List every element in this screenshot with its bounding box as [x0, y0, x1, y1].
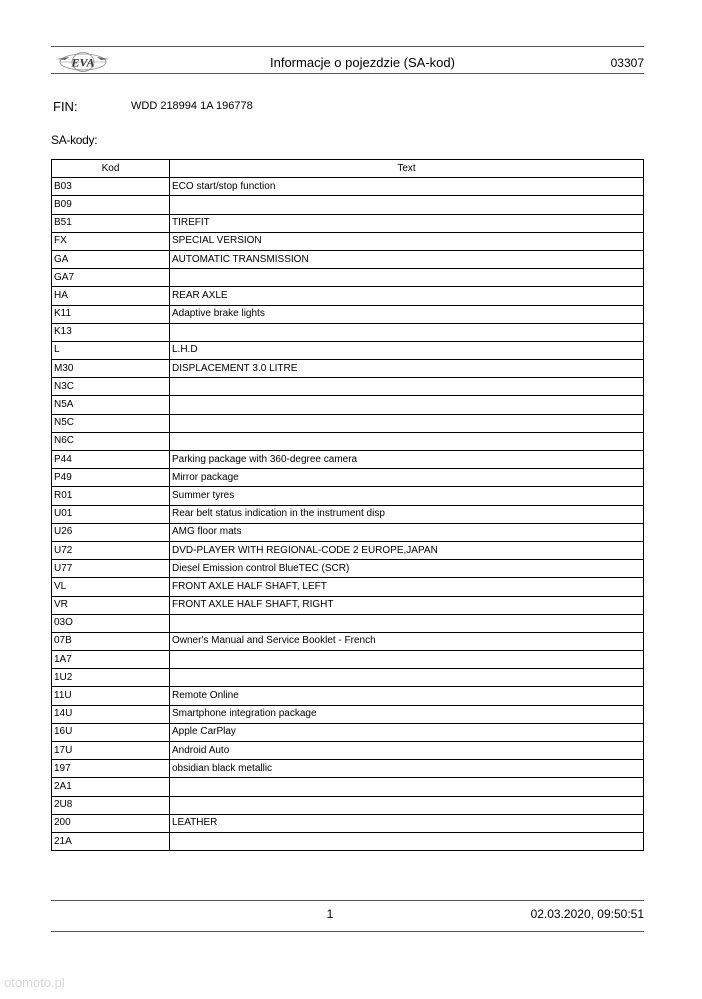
sa-text-cell: ECO start/stop function — [170, 178, 644, 196]
watermark: otomoto.pl — [4, 975, 65, 990]
table-row — [52, 669, 644, 687]
sa-code-cell: 200 — [52, 814, 170, 832]
sa-code-cell: 03O — [52, 614, 170, 632]
sa-text-cell: DVD-PLAYER WITH REGIONAL-CODE 2 EUROPE,JAPAN — [170, 541, 644, 559]
table-row — [52, 651, 644, 669]
sa-code-cell: 2A1 — [52, 778, 170, 796]
sa-text-cell: obsidian black metallic — [170, 760, 644, 778]
sa-code-cell: VL — [52, 578, 170, 596]
sa-code-cell: 17U — [52, 742, 170, 760]
sa-text-cell: Adaptive brake lights — [170, 305, 644, 323]
sa-code-cell: VR — [52, 596, 170, 614]
table-row — [52, 723, 644, 741]
sa-text-cell: Android Auto — [170, 742, 644, 760]
table-row — [52, 687, 644, 705]
sa-text-cell: Remote Online — [170, 687, 644, 705]
sa-code-cell: M30 — [52, 360, 170, 378]
sa-text-cell: AUTOMATIC TRANSMISSION — [170, 250, 644, 268]
fin-value: WDD 218994 1A 196778 — [131, 100, 253, 112]
sa-text-cell — [170, 414, 644, 432]
table-header-row — [52, 160, 644, 178]
sa-code-cell: 07B — [52, 632, 170, 650]
sa-text-cell — [170, 396, 644, 414]
document-title: Informacje o pojezdzie (SA-kod) — [270, 55, 455, 70]
sa-code-cell: B51 — [52, 214, 170, 232]
sa-text-cell — [170, 614, 644, 632]
table-row — [52, 742, 644, 760]
document-code: 03307 — [610, 56, 644, 70]
table-row — [52, 778, 644, 796]
sa-code-cell: U01 — [52, 505, 170, 523]
table-row — [52, 341, 644, 359]
sa-text-cell: Owner's Manual and Service Booklet - French — [170, 632, 644, 650]
header-bottom-rule — [51, 73, 644, 74]
sa-code-cell: 1U2 — [52, 669, 170, 687]
sa-text-cell — [170, 378, 644, 396]
sa-text-cell: DISPLACEMENT 3.0 LITRE — [170, 360, 644, 378]
table-row — [52, 705, 644, 723]
sa-code-cell: 21A — [52, 832, 170, 850]
sa-code-cell: P44 — [52, 451, 170, 469]
sa-text-cell: Smartphone integration package — [170, 705, 644, 723]
page-number: 1 — [326, 907, 334, 921]
sa-text-cell: Parking package with 360-degree camera — [170, 451, 644, 469]
sa-code-cell: R01 — [52, 487, 170, 505]
footer-top-rule — [51, 900, 644, 901]
table-row — [52, 469, 644, 487]
table-row — [52, 596, 644, 614]
sa-text-cell: Apple CarPlay — [170, 723, 644, 741]
column-header-code: Kod — [52, 160, 170, 178]
sa-codes-body — [52, 178, 644, 851]
sa-code-cell: 2U8 — [52, 796, 170, 814]
table-row — [52, 269, 644, 287]
table-row — [52, 432, 644, 450]
sa-text-cell: L.H.D — [170, 341, 644, 359]
logo-text: EVA — [71, 55, 95, 70]
sa-text-cell: Mirror package — [170, 469, 644, 487]
sa-text-cell — [170, 651, 644, 669]
sa-text-cell — [170, 832, 644, 850]
table-row — [52, 214, 644, 232]
sa-codes-heading: SA-kody: — [51, 133, 98, 147]
table-row — [52, 196, 644, 214]
sa-code-cell: P49 — [52, 469, 170, 487]
sa-text-cell — [170, 269, 644, 287]
sa-code-cell: B03 — [52, 178, 170, 196]
sa-text-cell: AMG floor mats — [170, 523, 644, 541]
table-row — [52, 505, 644, 523]
sa-code-cell: K11 — [52, 305, 170, 323]
sa-code-cell: GA — [52, 250, 170, 268]
sa-code-cell: B09 — [52, 196, 170, 214]
table-row — [52, 832, 644, 850]
table-row — [52, 451, 644, 469]
fin-label: FIN: — [53, 99, 78, 114]
print-datetime: 02.03.2020, 09:50:51 — [530, 907, 644, 921]
sa-code-cell: K13 — [52, 323, 170, 341]
column-header-text: Text — [170, 160, 644, 178]
sa-text-cell — [170, 323, 644, 341]
table-row — [52, 487, 644, 505]
sa-code-cell: FX — [52, 232, 170, 250]
table-row — [52, 178, 644, 196]
table-row — [52, 287, 644, 305]
sa-text-cell — [170, 778, 644, 796]
table-row — [52, 378, 644, 396]
sa-text-cell: LEATHER — [170, 814, 644, 832]
sa-codes-table — [51, 159, 644, 851]
sa-code-cell: GA7 — [52, 269, 170, 287]
table-row — [52, 578, 644, 596]
sa-code-cell: N6C — [52, 432, 170, 450]
table-row — [52, 560, 644, 578]
table-row — [52, 323, 644, 341]
sa-code-cell: U26 — [52, 523, 170, 541]
sa-text-cell — [170, 669, 644, 687]
table-row — [52, 796, 644, 814]
sa-code-cell: U72 — [52, 541, 170, 559]
table-row — [52, 414, 644, 432]
sa-text-cell: REAR AXLE — [170, 287, 644, 305]
sa-text-cell: SPECIAL VERSION — [170, 232, 644, 250]
sa-text-cell: Diesel Emission control BlueTEC (SCR) — [170, 560, 644, 578]
footer-bottom-rule — [51, 931, 644, 932]
table-row — [52, 523, 644, 541]
table-row — [52, 541, 644, 559]
eva-logo — [55, 51, 111, 73]
sa-text-cell: FRONT AXLE HALF SHAFT, LEFT — [170, 578, 644, 596]
sa-text-cell — [170, 196, 644, 214]
table-row — [52, 814, 644, 832]
sa-text-cell: FRONT AXLE HALF SHAFT, RIGHT — [170, 596, 644, 614]
sa-code-cell: HA — [52, 287, 170, 305]
sa-code-cell: 14U — [52, 705, 170, 723]
sa-code-cell: 1A7 — [52, 651, 170, 669]
table-row — [52, 760, 644, 778]
table-row — [52, 396, 644, 414]
table-row — [52, 614, 644, 632]
sa-text-cell: TIREFIT — [170, 214, 644, 232]
table-row — [52, 250, 644, 268]
sa-code-cell: N3C — [52, 378, 170, 396]
sa-text-cell — [170, 432, 644, 450]
sa-text-cell: Summer tyres — [170, 487, 644, 505]
sa-code-cell: N5C — [52, 414, 170, 432]
table-row — [52, 232, 644, 250]
sa-code-cell: 197 — [52, 760, 170, 778]
sa-code-cell: N5A — [52, 396, 170, 414]
table-row — [52, 360, 644, 378]
sa-code-cell: L — [52, 341, 170, 359]
table-row — [52, 305, 644, 323]
sa-code-cell: U77 — [52, 560, 170, 578]
sa-code-cell: 11U — [52, 687, 170, 705]
table-row — [52, 632, 644, 650]
sa-code-cell: 16U — [52, 723, 170, 741]
sa-text-cell: Rear belt status indication in the instrument disp — [170, 505, 644, 523]
sa-text-cell — [170, 796, 644, 814]
header-top-rule — [51, 46, 644, 47]
